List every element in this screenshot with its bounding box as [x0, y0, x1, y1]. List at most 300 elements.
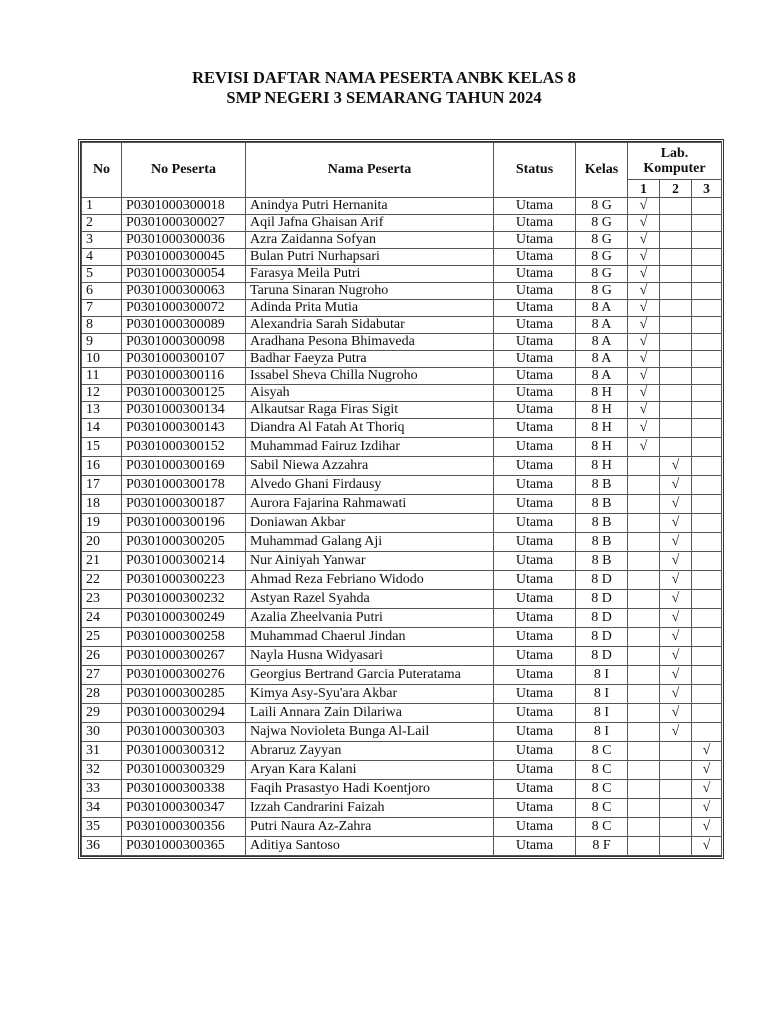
cell-lab-2: [660, 514, 692, 533]
cell-kelas: 8 B: [576, 476, 628, 495]
check-mark-icon: √: [671, 705, 680, 720]
cell-status: Utama: [494, 385, 576, 402]
cell-no-peserta: P0301000300347: [122, 799, 246, 818]
cell-lab-2: [660, 552, 692, 571]
check-mark-icon: √: [639, 420, 648, 435]
participant-table: [81, 142, 722, 856]
cell-lab-2: [660, 402, 692, 419]
check-mark-icon: √: [702, 743, 711, 758]
cell-status: Utama: [494, 300, 576, 317]
cell-kelas: 8 B: [576, 495, 628, 514]
cell-no: 18: [82, 495, 122, 514]
cell-nama-peserta: Kimya Asy-Syu'ara Akbar: [246, 685, 494, 704]
cell-kelas: 8 C: [576, 799, 628, 818]
cell-no: 16: [82, 457, 122, 476]
cell-lab-2: [660, 215, 692, 232]
check-mark-icon: √: [671, 686, 680, 701]
cell-no-peserta: P0301000300196: [122, 514, 246, 533]
table-row: [82, 495, 722, 514]
table-row: [82, 533, 722, 552]
cell-no-peserta: P0301000300267: [122, 647, 246, 666]
cell-kelas: 8 C: [576, 761, 628, 780]
cell-kelas: 8 C: [576, 818, 628, 837]
cell-lab-2: [660, 704, 692, 723]
cell-no-peserta: P0301000300303: [122, 723, 246, 742]
table-row: [82, 198, 722, 215]
cell-no-peserta: P0301000300116: [122, 368, 246, 385]
cell-lab-2: [660, 495, 692, 514]
title-line-1: REVISI DAFTAR NAMA PESERTA ANBK KELAS 8: [192, 68, 576, 87]
cell-lab-3: [692, 514, 722, 533]
cell-no: 10: [82, 351, 122, 368]
check-mark-icon: √: [639, 249, 648, 264]
cell-nama-peserta: Muhammad Galang Aji: [246, 533, 494, 552]
cell-no: 27: [82, 666, 122, 685]
check-mark-icon: √: [671, 496, 680, 511]
check-mark-icon: √: [671, 553, 680, 568]
cell-status: Utama: [494, 334, 576, 351]
cell-no: 34: [82, 799, 122, 818]
cell-no-peserta: P0301000300098: [122, 334, 246, 351]
cell-no: 8: [82, 317, 122, 334]
cell-nama-peserta: Alkautsar Raga Firas Sigit: [246, 402, 494, 419]
cell-status: Utama: [494, 799, 576, 818]
cell-lab-1: [628, 402, 660, 419]
cell-no: 31: [82, 742, 122, 761]
cell-lab-1: [628, 685, 660, 704]
cell-nama-peserta: Nur Ainiyah Yanwar: [246, 552, 494, 571]
cell-no-peserta: P0301000300285: [122, 685, 246, 704]
cell-nama-peserta: Aditiya Santoso: [246, 837, 494, 856]
cell-lab-2: [660, 609, 692, 628]
cell-lab-2: [660, 317, 692, 334]
col-header-status: Status: [494, 143, 576, 198]
cell-lab-2: [660, 666, 692, 685]
cell-lab-3: [692, 761, 722, 780]
cell-kelas: 8 D: [576, 571, 628, 590]
cell-kelas: 8 G: [576, 249, 628, 266]
table-row: [82, 685, 722, 704]
cell-lab-3: [692, 402, 722, 419]
cell-lab-1: [628, 317, 660, 334]
cell-kelas: 8 A: [576, 317, 628, 334]
cell-nama-peserta: Aradhana Pesona Bhimaveda: [246, 334, 494, 351]
cell-no-peserta: P0301000300143: [122, 419, 246, 438]
check-mark-icon: √: [671, 724, 680, 739]
cell-lab-2: [660, 742, 692, 761]
cell-no: 3: [82, 232, 122, 249]
check-mark-icon: √: [639, 300, 648, 315]
cell-lab-1: [628, 476, 660, 495]
cell-lab-3: [692, 385, 722, 402]
cell-lab-2: [660, 351, 692, 368]
cell-kelas: 8 G: [576, 215, 628, 232]
check-mark-icon: √: [702, 838, 711, 853]
cell-nama-peserta: Adinda Prita Mutia: [246, 300, 494, 317]
table-row: [82, 334, 722, 351]
col-header-kelas: Kelas: [576, 143, 628, 198]
cell-no-peserta: P0301000300054: [122, 266, 246, 283]
cell-lab-1: [628, 590, 660, 609]
cell-lab-2: [660, 685, 692, 704]
cell-nama-peserta: Nayla Husna Widyasari: [246, 647, 494, 666]
cell-lab-2: [660, 761, 692, 780]
cell-lab-2: [660, 571, 692, 590]
cell-lab-1: [628, 647, 660, 666]
cell-no: 9: [82, 334, 122, 351]
cell-kelas: 8 D: [576, 609, 628, 628]
check-mark-icon: √: [702, 781, 711, 796]
table-row: [82, 438, 722, 457]
table-body: [82, 198, 722, 856]
cell-kelas: 8 D: [576, 647, 628, 666]
cell-no: 11: [82, 368, 122, 385]
cell-lab-2: [660, 283, 692, 300]
cell-kelas: 8 B: [576, 533, 628, 552]
cell-lab-1: [628, 799, 660, 818]
cell-status: Utama: [494, 552, 576, 571]
cell-kelas: 8 I: [576, 704, 628, 723]
cell-no: 20: [82, 533, 122, 552]
table-row: [82, 368, 722, 385]
cell-lab-3: [692, 198, 722, 215]
cell-status: Utama: [494, 351, 576, 368]
cell-kelas: 8 F: [576, 837, 628, 856]
cell-lab-3: [692, 628, 722, 647]
cell-no: 14: [82, 419, 122, 438]
cell-no-peserta: P0301000300063: [122, 283, 246, 300]
cell-lab-1: [628, 704, 660, 723]
cell-status: Utama: [494, 215, 576, 232]
participant-table-frame: [78, 139, 724, 859]
table-row: [82, 723, 722, 742]
cell-lab-2: [660, 837, 692, 856]
table-row: [82, 609, 722, 628]
check-mark-icon: √: [671, 458, 680, 473]
table-row: [82, 476, 722, 495]
cell-nama-peserta: Azra Zaidanna Sofyan: [246, 232, 494, 249]
table-row: [82, 704, 722, 723]
cell-no-peserta: P0301000300338: [122, 780, 246, 799]
cell-no: 22: [82, 571, 122, 590]
cell-lab-3: [692, 571, 722, 590]
col-header-lab-komputer: Lab. Komputer: [628, 143, 722, 180]
cell-lab-3: [692, 780, 722, 799]
check-mark-icon: √: [671, 534, 680, 549]
cell-nama-peserta: Alexandria Sarah Sidabutar: [246, 317, 494, 334]
table-row: [82, 283, 722, 300]
check-mark-icon: √: [671, 515, 680, 530]
cell-status: Utama: [494, 609, 576, 628]
cell-no: 23: [82, 590, 122, 609]
cell-status: Utama: [494, 266, 576, 283]
table-row: [82, 232, 722, 249]
cell-status: Utama: [494, 685, 576, 704]
cell-no-peserta: P0301000300214: [122, 552, 246, 571]
cell-lab-3: [692, 495, 722, 514]
check-mark-icon: √: [639, 368, 648, 383]
cell-lab-2: [660, 198, 692, 215]
cell-no: 4: [82, 249, 122, 266]
cell-status: Utama: [494, 590, 576, 609]
cell-lab-3: [692, 818, 722, 837]
cell-lab-1: [628, 438, 660, 457]
cell-kelas: 8 B: [576, 552, 628, 571]
cell-lab-1: [628, 552, 660, 571]
cell-lab-3: [692, 704, 722, 723]
cell-lab-2: [660, 647, 692, 666]
check-mark-icon: √: [671, 667, 680, 682]
cell-no-peserta: P0301000300089: [122, 317, 246, 334]
cell-kelas: 8 H: [576, 402, 628, 419]
cell-no: 26: [82, 647, 122, 666]
cell-lab-3: [692, 334, 722, 351]
table-row: [82, 457, 722, 476]
cell-no: 24: [82, 609, 122, 628]
cell-no: 13: [82, 402, 122, 419]
cell-lab-1: [628, 837, 660, 856]
table-row: [82, 351, 722, 368]
cell-lab-1: [628, 334, 660, 351]
cell-status: Utama: [494, 232, 576, 249]
cell-lab-1: [628, 571, 660, 590]
title-line-2: SMP NEGERI 3 SEMARANG TAHUN 2024: [226, 88, 542, 107]
table-row: [82, 266, 722, 283]
cell-lab-2: [660, 799, 692, 818]
cell-no: 1: [82, 198, 122, 215]
table-row: [82, 249, 722, 266]
check-mark-icon: √: [639, 402, 648, 417]
cell-no-peserta: P0301000300329: [122, 761, 246, 780]
cell-nama-peserta: Farasya Meila Putri: [246, 266, 494, 283]
cell-no: 36: [82, 837, 122, 856]
cell-no-peserta: P0301000300187: [122, 495, 246, 514]
cell-lab-1: [628, 351, 660, 368]
cell-no-peserta: P0301000300258: [122, 628, 246, 647]
check-mark-icon: √: [671, 629, 680, 644]
cell-nama-peserta: Muhammad Chaerul Jindan: [246, 628, 494, 647]
cell-no-peserta: P0301000300107: [122, 351, 246, 368]
table-row: [82, 402, 722, 419]
cell-kelas: 8 A: [576, 368, 628, 385]
check-mark-icon: √: [639, 215, 648, 230]
cell-status: Utama: [494, 761, 576, 780]
table-row: [82, 818, 722, 837]
cell-lab-3: [692, 283, 722, 300]
cell-status: Utama: [494, 402, 576, 419]
cell-kelas: 8 H: [576, 457, 628, 476]
cell-lab-3: [692, 552, 722, 571]
cell-nama-peserta: Muhammad Fairuz Izdihar: [246, 438, 494, 457]
cell-status: Utama: [494, 647, 576, 666]
cell-lab-2: [660, 266, 692, 283]
cell-kelas: 8 H: [576, 419, 628, 438]
cell-no-peserta: P0301000300178: [122, 476, 246, 495]
cell-lab-1: [628, 300, 660, 317]
col-header-lab-2: 2: [660, 180, 692, 198]
cell-lab-2: [660, 385, 692, 402]
check-mark-icon: √: [639, 232, 648, 247]
cell-status: Utama: [494, 476, 576, 495]
table-row: [82, 552, 722, 571]
cell-status: Utama: [494, 723, 576, 742]
col-header-lab-3: 3: [692, 180, 722, 198]
cell-lab-3: [692, 476, 722, 495]
cell-lab-2: [660, 533, 692, 552]
cell-nama-peserta: Georgius Bertrand Garcia Puteratama: [246, 666, 494, 685]
check-mark-icon: √: [671, 648, 680, 663]
cell-lab-1: [628, 761, 660, 780]
check-mark-icon: √: [639, 334, 648, 349]
table-row: [82, 514, 722, 533]
cell-no-peserta: P0301000300276: [122, 666, 246, 685]
cell-status: Utama: [494, 198, 576, 215]
cell-lab-3: [692, 647, 722, 666]
table-row: [82, 742, 722, 761]
check-mark-icon: √: [639, 351, 648, 366]
check-mark-icon: √: [639, 385, 648, 400]
cell-kelas: 8 G: [576, 266, 628, 283]
cell-lab-1: [628, 609, 660, 628]
cell-kelas: 8 A: [576, 334, 628, 351]
cell-status: Utama: [494, 666, 576, 685]
col-header-lab-1: 1: [628, 180, 660, 198]
cell-lab-3: [692, 232, 722, 249]
cell-lab-3: [692, 723, 722, 742]
cell-status: Utama: [494, 438, 576, 457]
cell-kelas: 8 G: [576, 232, 628, 249]
cell-lab-1: [628, 198, 660, 215]
cell-no: 12: [82, 385, 122, 402]
cell-lab-3: [692, 457, 722, 476]
cell-nama-peserta: Najwa Novioleta Bunga Al-Lail: [246, 723, 494, 742]
cell-nama-peserta: Abraruz Zayyan: [246, 742, 494, 761]
cell-nama-peserta: Taruna Sinaran Nugroho: [246, 283, 494, 300]
table-row: [82, 419, 722, 438]
cell-lab-1: [628, 723, 660, 742]
cell-no: 33: [82, 780, 122, 799]
cell-lab-3: [692, 799, 722, 818]
cell-nama-peserta: Azalia Zheelvania Putri: [246, 609, 494, 628]
cell-lab-1: [628, 419, 660, 438]
cell-lab-2: [660, 476, 692, 495]
cell-status: Utama: [494, 495, 576, 514]
cell-kelas: 8 B: [576, 514, 628, 533]
cell-no: 32: [82, 761, 122, 780]
cell-no: 15: [82, 438, 122, 457]
cell-no: 21: [82, 552, 122, 571]
cell-kelas: 8 H: [576, 385, 628, 402]
cell-lab-2: [660, 368, 692, 385]
cell-nama-peserta: Aisyah: [246, 385, 494, 402]
cell-lab-3: [692, 215, 722, 232]
check-mark-icon: √: [702, 800, 711, 815]
document-title: [0, 68, 768, 108]
check-mark-icon: √: [671, 610, 680, 625]
cell-kelas: 8 H: [576, 438, 628, 457]
cell-lab-1: [628, 249, 660, 266]
cell-no-peserta: P0301000300134: [122, 402, 246, 419]
table-row: [82, 215, 722, 232]
table-row: [82, 647, 722, 666]
cell-lab-1: [628, 514, 660, 533]
cell-nama-peserta: Laili Annara Zain Dilariwa: [246, 704, 494, 723]
cell-no: 28: [82, 685, 122, 704]
cell-nama-peserta: Aqil Jafna Ghaisan Arif: [246, 215, 494, 232]
cell-no-peserta: P0301000300125: [122, 385, 246, 402]
check-mark-icon: √: [702, 762, 711, 777]
cell-no-peserta: P0301000300294: [122, 704, 246, 723]
cell-lab-2: [660, 300, 692, 317]
cell-lab-3: [692, 300, 722, 317]
check-mark-icon: √: [671, 477, 680, 492]
cell-lab-3: [692, 368, 722, 385]
cell-lab-3: [692, 266, 722, 283]
check-mark-icon: √: [671, 572, 680, 587]
cell-kelas: 8 A: [576, 300, 628, 317]
cell-status: Utama: [494, 368, 576, 385]
cell-status: Utama: [494, 571, 576, 590]
cell-no: 7: [82, 300, 122, 317]
cell-status: Utama: [494, 533, 576, 552]
table-row: [82, 666, 722, 685]
cell-status: Utama: [494, 457, 576, 476]
cell-lab-2: [660, 590, 692, 609]
cell-nama-peserta: Sabil Niewa Azzahra: [246, 457, 494, 476]
cell-nama-peserta: Badhar Faeyza Putra: [246, 351, 494, 368]
cell-lab-1: [628, 495, 660, 514]
cell-nama-peserta: Aurora Fajarina Rahmawati: [246, 495, 494, 514]
cell-nama-peserta: Ahmad Reza Febriano Widodo: [246, 571, 494, 590]
cell-no-peserta: P0301000300018: [122, 198, 246, 215]
cell-no-peserta: P0301000300045: [122, 249, 246, 266]
cell-no-peserta: P0301000300036: [122, 232, 246, 249]
cell-nama-peserta: Faqih Prasastyo Hadi Koentjoro: [246, 780, 494, 799]
cell-lab-1: [628, 533, 660, 552]
cell-kelas: 8 I: [576, 723, 628, 742]
cell-nama-peserta: Putri Naura Az-Zahra: [246, 818, 494, 837]
cell-lab-2: [660, 457, 692, 476]
cell-no-peserta: P0301000300232: [122, 590, 246, 609]
cell-status: Utama: [494, 419, 576, 438]
cell-no: 30: [82, 723, 122, 742]
cell-lab-1: [628, 215, 660, 232]
cell-lab-1: [628, 283, 660, 300]
cell-no: 35: [82, 818, 122, 837]
cell-lab-3: [692, 837, 722, 856]
cell-no: 19: [82, 514, 122, 533]
cell-nama-peserta: Anindya Putri Hernanita: [246, 198, 494, 215]
table-row: [82, 300, 722, 317]
cell-lab-1: [628, 666, 660, 685]
cell-lab-2: [660, 249, 692, 266]
cell-lab-1: [628, 628, 660, 647]
cell-lab-1: [628, 818, 660, 837]
cell-lab-3: [692, 533, 722, 552]
table-row: [82, 628, 722, 647]
cell-kelas: 8 C: [576, 742, 628, 761]
cell-lab-2: [660, 780, 692, 799]
cell-status: Utama: [494, 514, 576, 533]
cell-lab-1: [628, 457, 660, 476]
cell-no-peserta: P0301000300205: [122, 533, 246, 552]
cell-status: Utama: [494, 283, 576, 300]
cell-no: 17: [82, 476, 122, 495]
cell-kelas: 8 I: [576, 666, 628, 685]
cell-no-peserta: P0301000300027: [122, 215, 246, 232]
cell-status: Utama: [494, 742, 576, 761]
cell-lab-2: [660, 334, 692, 351]
